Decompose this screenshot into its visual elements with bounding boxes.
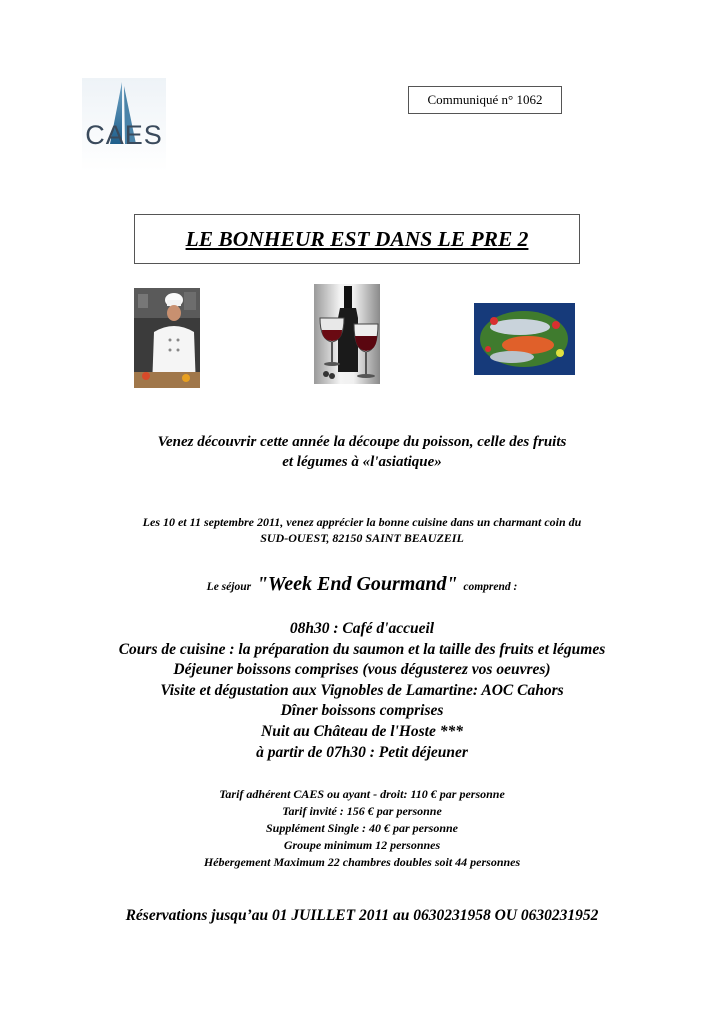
dates-text [0,514,724,546]
wine-photo [314,284,380,384]
intro-text [0,432,724,472]
page-title: LE BONHEUR EST DANS LE PRE 2 [185,226,529,251]
sejour-prefix: Le séjour [206,581,252,593]
pricing-item: Tarif invité : 156 € par personne [282,804,442,818]
title-box [134,214,580,264]
pricing-item: Hébergement Maximum 22 chambres doubles soit 44 personnes [203,855,521,869]
dates-line: Les 10 et 11 septembre 2011, venez apprécier la bonne cuisine dans un charmant coin du [142,515,582,529]
sejour-suffix: comprend : [463,581,518,593]
program-item: Déjeuner boissons comprises (vous dégusterez vos oeuvres) [173,661,551,679]
caes-logo [82,78,166,182]
communique-number: Communiqué n° 1062 [408,86,562,114]
program-item: Cours de cuisine : la préparation du saumon et la taille des fruits et légumes [118,640,606,658]
program-item: Dîner boissons comprises [280,702,444,720]
program-item: Nuit au Château de l'Hoste *** [261,722,463,740]
intro-line: Venez découvrir cette année la découpe du poisson, celle des fruits [157,434,567,450]
program-list [0,619,724,763]
pricing-list [0,786,724,871]
sejour-heading [0,572,724,599]
pricing-item: Tarif adhérent CAES ou ayant - droit: 110 € par personne [219,787,505,801]
program-item: 08h30 : Café d'accueil [289,620,435,637]
reservation-text: Réservations jusqu’au 01 JUILLET 2011 au 0630231958 OU 0630231952 [125,907,599,924]
sejour-name: "Week End Gourmand" [256,573,458,595]
program-item: Visite et dégustation aux Vignobles de Lamartine: AOC Cahors [160,681,564,699]
pricing-item: Supplément Single : 40 € par personne [265,821,459,835]
dates-line: SUD-OUEST, 82150 SAINT BEAUZEIL [260,531,464,545]
logo-text: CAES [85,120,163,150]
program-item: à partir de 07h30 : Petit déjeuner [256,743,468,761]
chef-photo [134,288,200,388]
fish-photo [474,303,575,375]
intro-line: et légumes à «l'asiatique» [282,454,442,470]
pricing-item: Groupe minimum 12 personnes [283,838,441,852]
